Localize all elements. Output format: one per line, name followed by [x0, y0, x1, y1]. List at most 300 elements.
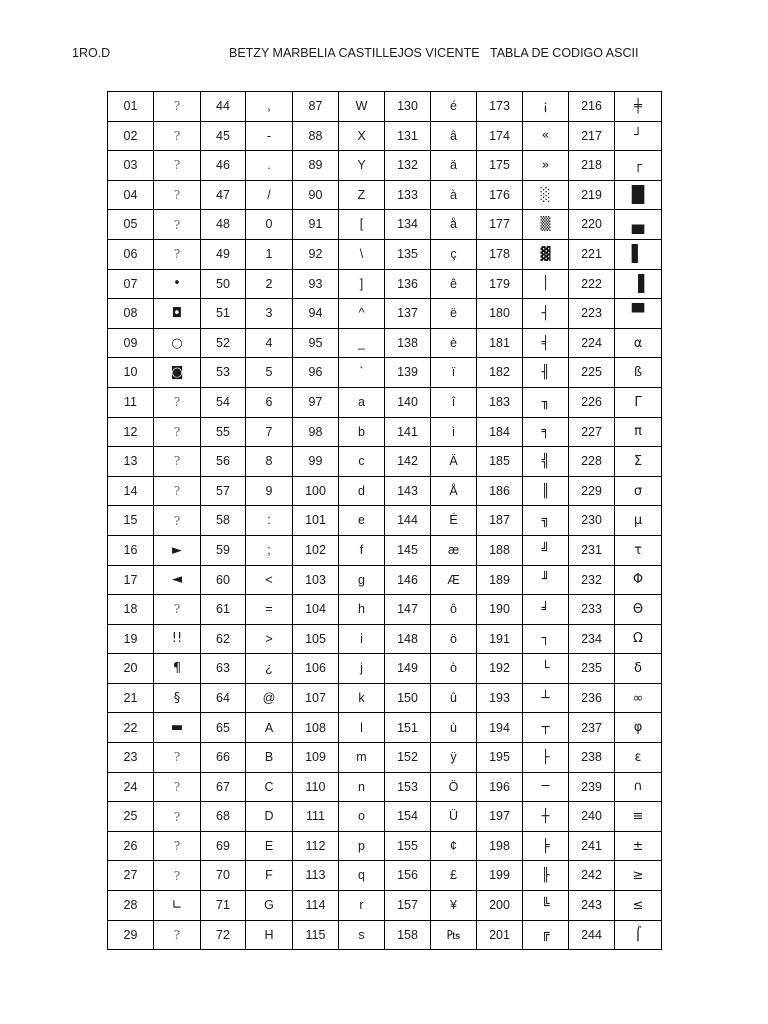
char-cell: ; [246, 535, 293, 565]
code-cell: 114 [293, 891, 339, 921]
code-cell: 192 [477, 654, 523, 684]
char-cell: ß [615, 358, 662, 388]
char-cell: â [431, 121, 477, 151]
char-cell: δ [615, 654, 662, 684]
code-cell: 92 [293, 239, 339, 269]
code-cell: 112 [293, 831, 339, 861]
code-cell: 47 [201, 180, 246, 210]
group-label: 1RO.D [72, 46, 111, 60]
code-cell: 186 [477, 476, 523, 506]
code-cell: 93 [293, 269, 339, 299]
char-cell: C [246, 772, 293, 802]
char-cell: . [246, 151, 293, 181]
char-cell: G [246, 891, 293, 921]
code-cell: 55 [201, 417, 246, 447]
code-cell: 23 [108, 743, 154, 773]
code-cell: 241 [569, 831, 615, 861]
table-row [108, 506, 662, 536]
code-cell: 216 [569, 92, 615, 122]
char-cell: i [339, 624, 385, 654]
char-cell: ○ [154, 328, 201, 358]
char-cell: > [246, 624, 293, 654]
char-cell: æ [431, 535, 477, 565]
char-cell: ╗ [523, 506, 569, 536]
code-cell: 196 [477, 772, 523, 802]
code-cell: 71 [201, 891, 246, 921]
table-row [108, 772, 662, 802]
code-cell: 136 [385, 269, 431, 299]
char-cell: E [246, 831, 293, 861]
code-cell: 67 [201, 772, 246, 802]
char-cell: < [246, 565, 293, 595]
code-cell: 158 [385, 920, 431, 950]
char-cell: a [339, 387, 385, 417]
table-row [108, 417, 662, 447]
code-cell: 90 [293, 180, 339, 210]
char-cell: d [339, 476, 385, 506]
code-cell: 150 [385, 683, 431, 713]
char-cell: 1 [246, 239, 293, 269]
char-cell: 3 [246, 299, 293, 329]
char-cell: ì [431, 417, 477, 447]
code-cell: 48 [201, 210, 246, 240]
char-cell: ▌ [615, 239, 662, 269]
table-row [108, 387, 662, 417]
code-cell: 144 [385, 506, 431, 536]
char-cell: ï [431, 358, 477, 388]
code-cell: 228 [569, 447, 615, 477]
char-cell: ▒ [523, 210, 569, 240]
char-cell: q [339, 861, 385, 891]
table-row [108, 210, 662, 240]
code-cell: 238 [569, 743, 615, 773]
char-cell: [ [339, 210, 385, 240]
char-cell: É [431, 506, 477, 536]
code-cell: 53 [201, 358, 246, 388]
code-cell: 89 [293, 151, 339, 181]
char-cell: ≡ [615, 802, 662, 832]
table-row [108, 654, 662, 684]
code-cell: 105 [293, 624, 339, 654]
char-cell: ? [154, 595, 201, 625]
code-cell: 14 [108, 476, 154, 506]
char-cell: j [339, 654, 385, 684]
code-cell: 88 [293, 121, 339, 151]
code-cell: 96 [293, 358, 339, 388]
code-cell: 221 [569, 239, 615, 269]
char-cell: ┘ [615, 121, 662, 151]
code-cell: 106 [293, 654, 339, 684]
code-cell: 141 [385, 417, 431, 447]
char-cell: B [246, 743, 293, 773]
char-cell: └ [523, 654, 569, 684]
table-row [108, 624, 662, 654]
char-cell: , [246, 92, 293, 122]
code-cell: 104 [293, 595, 339, 625]
char-cell: £ [431, 861, 477, 891]
char-cell: 9 [246, 476, 293, 506]
code-cell: 190 [477, 595, 523, 625]
char-cell: ┤ [523, 299, 569, 329]
code-cell: 132 [385, 151, 431, 181]
code-cell: 140 [385, 387, 431, 417]
char-cell: ∩ [615, 772, 662, 802]
code-cell: 182 [477, 358, 523, 388]
char-cell: Å [431, 476, 477, 506]
char-cell: å [431, 210, 477, 240]
char-cell: Z [339, 180, 385, 210]
code-cell: 153 [385, 772, 431, 802]
char-cell: D [246, 802, 293, 832]
code-cell: 143 [385, 476, 431, 506]
char-cell: ò [431, 654, 477, 684]
char-cell: § [154, 683, 201, 713]
char-cell: ¶ [154, 654, 201, 684]
char-cell: ¢ [431, 831, 477, 861]
code-cell: 72 [201, 920, 246, 950]
code-cell: 52 [201, 328, 246, 358]
code-cell: 219 [569, 180, 615, 210]
code-cell: 176 [477, 180, 523, 210]
char-cell: ╞ [523, 831, 569, 861]
code-cell: 201 [477, 920, 523, 950]
char-cell: Γ [615, 387, 662, 417]
code-cell: 145 [385, 535, 431, 565]
code-cell: 148 [385, 624, 431, 654]
code-cell: 244 [569, 920, 615, 950]
code-cell: 156 [385, 861, 431, 891]
code-cell: 56 [201, 447, 246, 477]
char-cell: ┌ [615, 151, 662, 181]
ascii-table [107, 91, 662, 950]
char-cell: Ü [431, 802, 477, 832]
char-cell: s [339, 920, 385, 950]
document-header [0, 46, 768, 66]
char-cell: ╡ [523, 328, 569, 358]
table-row [108, 802, 662, 832]
char-cell: ä [431, 151, 477, 181]
char-cell: ? [154, 180, 201, 210]
code-cell: 181 [477, 328, 523, 358]
char-cell: ╚ [523, 891, 569, 921]
char-cell: ╜ [523, 565, 569, 595]
code-cell: 102 [293, 535, 339, 565]
char-cell: n [339, 772, 385, 802]
char-cell: ë [431, 299, 477, 329]
char-cell: Φ [615, 565, 662, 595]
char-cell: A [246, 713, 293, 743]
code-cell: 220 [569, 210, 615, 240]
code-cell: 232 [569, 565, 615, 595]
code-cell: 147 [385, 595, 431, 625]
table-row [108, 92, 662, 122]
char-cell: ─ [523, 772, 569, 802]
code-cell: 224 [569, 328, 615, 358]
char-cell: ? [154, 210, 201, 240]
code-cell: 18 [108, 595, 154, 625]
code-cell: 193 [477, 683, 523, 713]
char-cell: ¥ [431, 891, 477, 921]
char-cell: ⌠ [615, 920, 662, 950]
char-cell: ╪ [615, 92, 662, 122]
code-cell: 64 [201, 683, 246, 713]
char-cell: ╔ [523, 920, 569, 950]
char-cell: 0 [246, 210, 293, 240]
code-cell: 60 [201, 565, 246, 595]
table-row [108, 713, 662, 743]
char-cell: î [431, 387, 477, 417]
code-cell: 15 [108, 506, 154, 536]
code-cell: 149 [385, 654, 431, 684]
code-cell: 133 [385, 180, 431, 210]
code-cell: 218 [569, 151, 615, 181]
code-cell: 10 [108, 358, 154, 388]
char-cell: ╛ [523, 595, 569, 625]
code-cell: 19 [108, 624, 154, 654]
char-cell: τ [615, 535, 662, 565]
code-cell: 20 [108, 654, 154, 684]
code-cell: 157 [385, 891, 431, 921]
char-cell: m [339, 743, 385, 773]
code-cell: 44 [201, 92, 246, 122]
char-cell: 7 [246, 417, 293, 447]
code-cell: 199 [477, 861, 523, 891]
code-cell: 236 [569, 683, 615, 713]
char-cell: !! [154, 624, 201, 654]
char-cell: ░ [523, 180, 569, 210]
char-cell: « [523, 121, 569, 151]
char-cell: Ö [431, 772, 477, 802]
table-row [108, 121, 662, 151]
table-row [108, 891, 662, 921]
char-cell: o [339, 802, 385, 832]
char-cell: ù [431, 713, 477, 743]
char-cell: r [339, 891, 385, 921]
code-cell: 110 [293, 772, 339, 802]
code-cell: 188 [477, 535, 523, 565]
code-cell: 16 [108, 535, 154, 565]
char-cell: l [339, 713, 385, 743]
code-cell: 11 [108, 387, 154, 417]
code-cell: 70 [201, 861, 246, 891]
code-cell: 101 [293, 506, 339, 536]
code-cell: 235 [569, 654, 615, 684]
code-cell: 178 [477, 239, 523, 269]
char-cell: » [523, 151, 569, 181]
char-cell: 6 [246, 387, 293, 417]
char-cell: / [246, 180, 293, 210]
code-cell: 21 [108, 683, 154, 713]
char-cell: ┼ [523, 802, 569, 832]
char-cell: ► [154, 535, 201, 565]
code-cell: 12 [108, 417, 154, 447]
char-cell: ÿ [431, 743, 477, 773]
code-cell: 191 [477, 624, 523, 654]
char-cell: │ [523, 269, 569, 299]
char-cell: H [246, 920, 293, 950]
table-row [108, 358, 662, 388]
char-cell: ╢ [523, 358, 569, 388]
code-cell: 154 [385, 802, 431, 832]
table-row [108, 920, 662, 950]
code-cell: 107 [293, 683, 339, 713]
char-cell: ₧ [431, 920, 477, 950]
code-cell: 134 [385, 210, 431, 240]
code-cell: 06 [108, 239, 154, 269]
code-cell: 227 [569, 417, 615, 447]
code-cell: 57 [201, 476, 246, 506]
code-cell: 63 [201, 654, 246, 684]
code-cell: 187 [477, 506, 523, 536]
document-title: TABLA DE CODIGO ASCII [490, 46, 639, 60]
char-cell: ? [154, 121, 201, 151]
char-cell: ^ [339, 299, 385, 329]
char-cell: X [339, 121, 385, 151]
char-cell: ╝ [523, 535, 569, 565]
code-cell: 58 [201, 506, 246, 536]
char-cell: è [431, 328, 477, 358]
code-cell: 100 [293, 476, 339, 506]
char-cell: Θ [615, 595, 662, 625]
code-cell: 103 [293, 565, 339, 595]
char-cell: Y [339, 151, 385, 181]
code-cell: 108 [293, 713, 339, 743]
code-cell: 197 [477, 802, 523, 832]
char-cell: ? [154, 831, 201, 861]
char-cell: _ [339, 328, 385, 358]
code-cell: 243 [569, 891, 615, 921]
code-cell: 130 [385, 92, 431, 122]
code-cell: 184 [477, 417, 523, 447]
code-cell: 240 [569, 802, 615, 832]
char-cell: ▓ [523, 239, 569, 269]
code-cell: 139 [385, 358, 431, 388]
code-cell: 03 [108, 151, 154, 181]
char-cell: ? [154, 743, 201, 773]
code-cell: 29 [108, 920, 154, 950]
char-cell: b [339, 417, 385, 447]
code-cell: 234 [569, 624, 615, 654]
char-cell: ? [154, 417, 201, 447]
char-cell: ╟ [523, 861, 569, 891]
code-cell: 04 [108, 180, 154, 210]
char-cell: ê [431, 269, 477, 299]
table-row [108, 535, 662, 565]
code-cell: 113 [293, 861, 339, 891]
code-cell: 25 [108, 802, 154, 832]
code-cell: 50 [201, 269, 246, 299]
code-cell: 223 [569, 299, 615, 329]
student-name: BETZY MARBELIA CASTILLEJOS VICENTE [229, 46, 480, 60]
table-row [108, 565, 662, 595]
code-cell: 175 [477, 151, 523, 181]
char-cell: ô [431, 595, 477, 625]
char-cell: ≥ [615, 861, 662, 891]
char-cell: ± [615, 831, 662, 861]
char-cell: ¡ [523, 92, 569, 122]
code-cell: 87 [293, 92, 339, 122]
char-cell: ? [154, 151, 201, 181]
char-cell: µ [615, 506, 662, 536]
code-cell: 194 [477, 713, 523, 743]
char-cell: ├ [523, 743, 569, 773]
char-cell: ? [154, 802, 201, 832]
code-cell: 142 [385, 447, 431, 477]
code-cell: 91 [293, 210, 339, 240]
code-cell: 135 [385, 239, 431, 269]
code-cell: 09 [108, 328, 154, 358]
table-row [108, 476, 662, 506]
code-cell: 198 [477, 831, 523, 861]
code-cell: 94 [293, 299, 339, 329]
code-cell: 151 [385, 713, 431, 743]
char-cell: @ [246, 683, 293, 713]
code-cell: 152 [385, 743, 431, 773]
code-cell: 13 [108, 447, 154, 477]
code-cell: 146 [385, 565, 431, 595]
code-cell: 115 [293, 920, 339, 950]
char-cell: é [431, 92, 477, 122]
table-row [108, 861, 662, 891]
char-cell: ▀ [615, 299, 662, 329]
char-cell: ┐ [523, 624, 569, 654]
table-row [108, 328, 662, 358]
char-cell: ? [154, 506, 201, 536]
code-cell: 217 [569, 121, 615, 151]
code-cell: 230 [569, 506, 615, 536]
code-cell: 226 [569, 387, 615, 417]
char-cell: ε [615, 743, 662, 773]
char-cell: ▬ [154, 713, 201, 743]
char-cell: ┬ [523, 713, 569, 743]
code-cell: 225 [569, 358, 615, 388]
code-cell: 62 [201, 624, 246, 654]
code-cell: 02 [108, 121, 154, 151]
char-cell: ç [431, 239, 477, 269]
table-row [108, 299, 662, 329]
char-cell: à [431, 180, 477, 210]
code-cell: 08 [108, 299, 154, 329]
table-row [108, 239, 662, 269]
code-cell: 49 [201, 239, 246, 269]
char-cell: ] [339, 269, 385, 299]
code-cell: 26 [108, 831, 154, 861]
code-cell: 66 [201, 743, 246, 773]
char-cell: ◙ [154, 358, 201, 388]
code-cell: 68 [201, 802, 246, 832]
char-cell: f [339, 535, 385, 565]
code-cell: 229 [569, 476, 615, 506]
char-cell: k [339, 683, 385, 713]
char-cell: = [246, 595, 293, 625]
char-cell: 8 [246, 447, 293, 477]
code-cell: 138 [385, 328, 431, 358]
code-cell: 46 [201, 151, 246, 181]
code-cell: 28 [108, 891, 154, 921]
char-cell: ┴ [523, 683, 569, 713]
char-cell: Ä [431, 447, 477, 477]
char-cell: p [339, 831, 385, 861]
code-cell: 231 [569, 535, 615, 565]
ascii-table-body [108, 92, 662, 950]
char-cell: ◄ [154, 565, 201, 595]
char-cell: g [339, 565, 385, 595]
char-cell: ╣ [523, 447, 569, 477]
char-cell: ╕ [523, 417, 569, 447]
code-cell: 69 [201, 831, 246, 861]
char-cell: \ [339, 239, 385, 269]
table-row [108, 831, 662, 861]
